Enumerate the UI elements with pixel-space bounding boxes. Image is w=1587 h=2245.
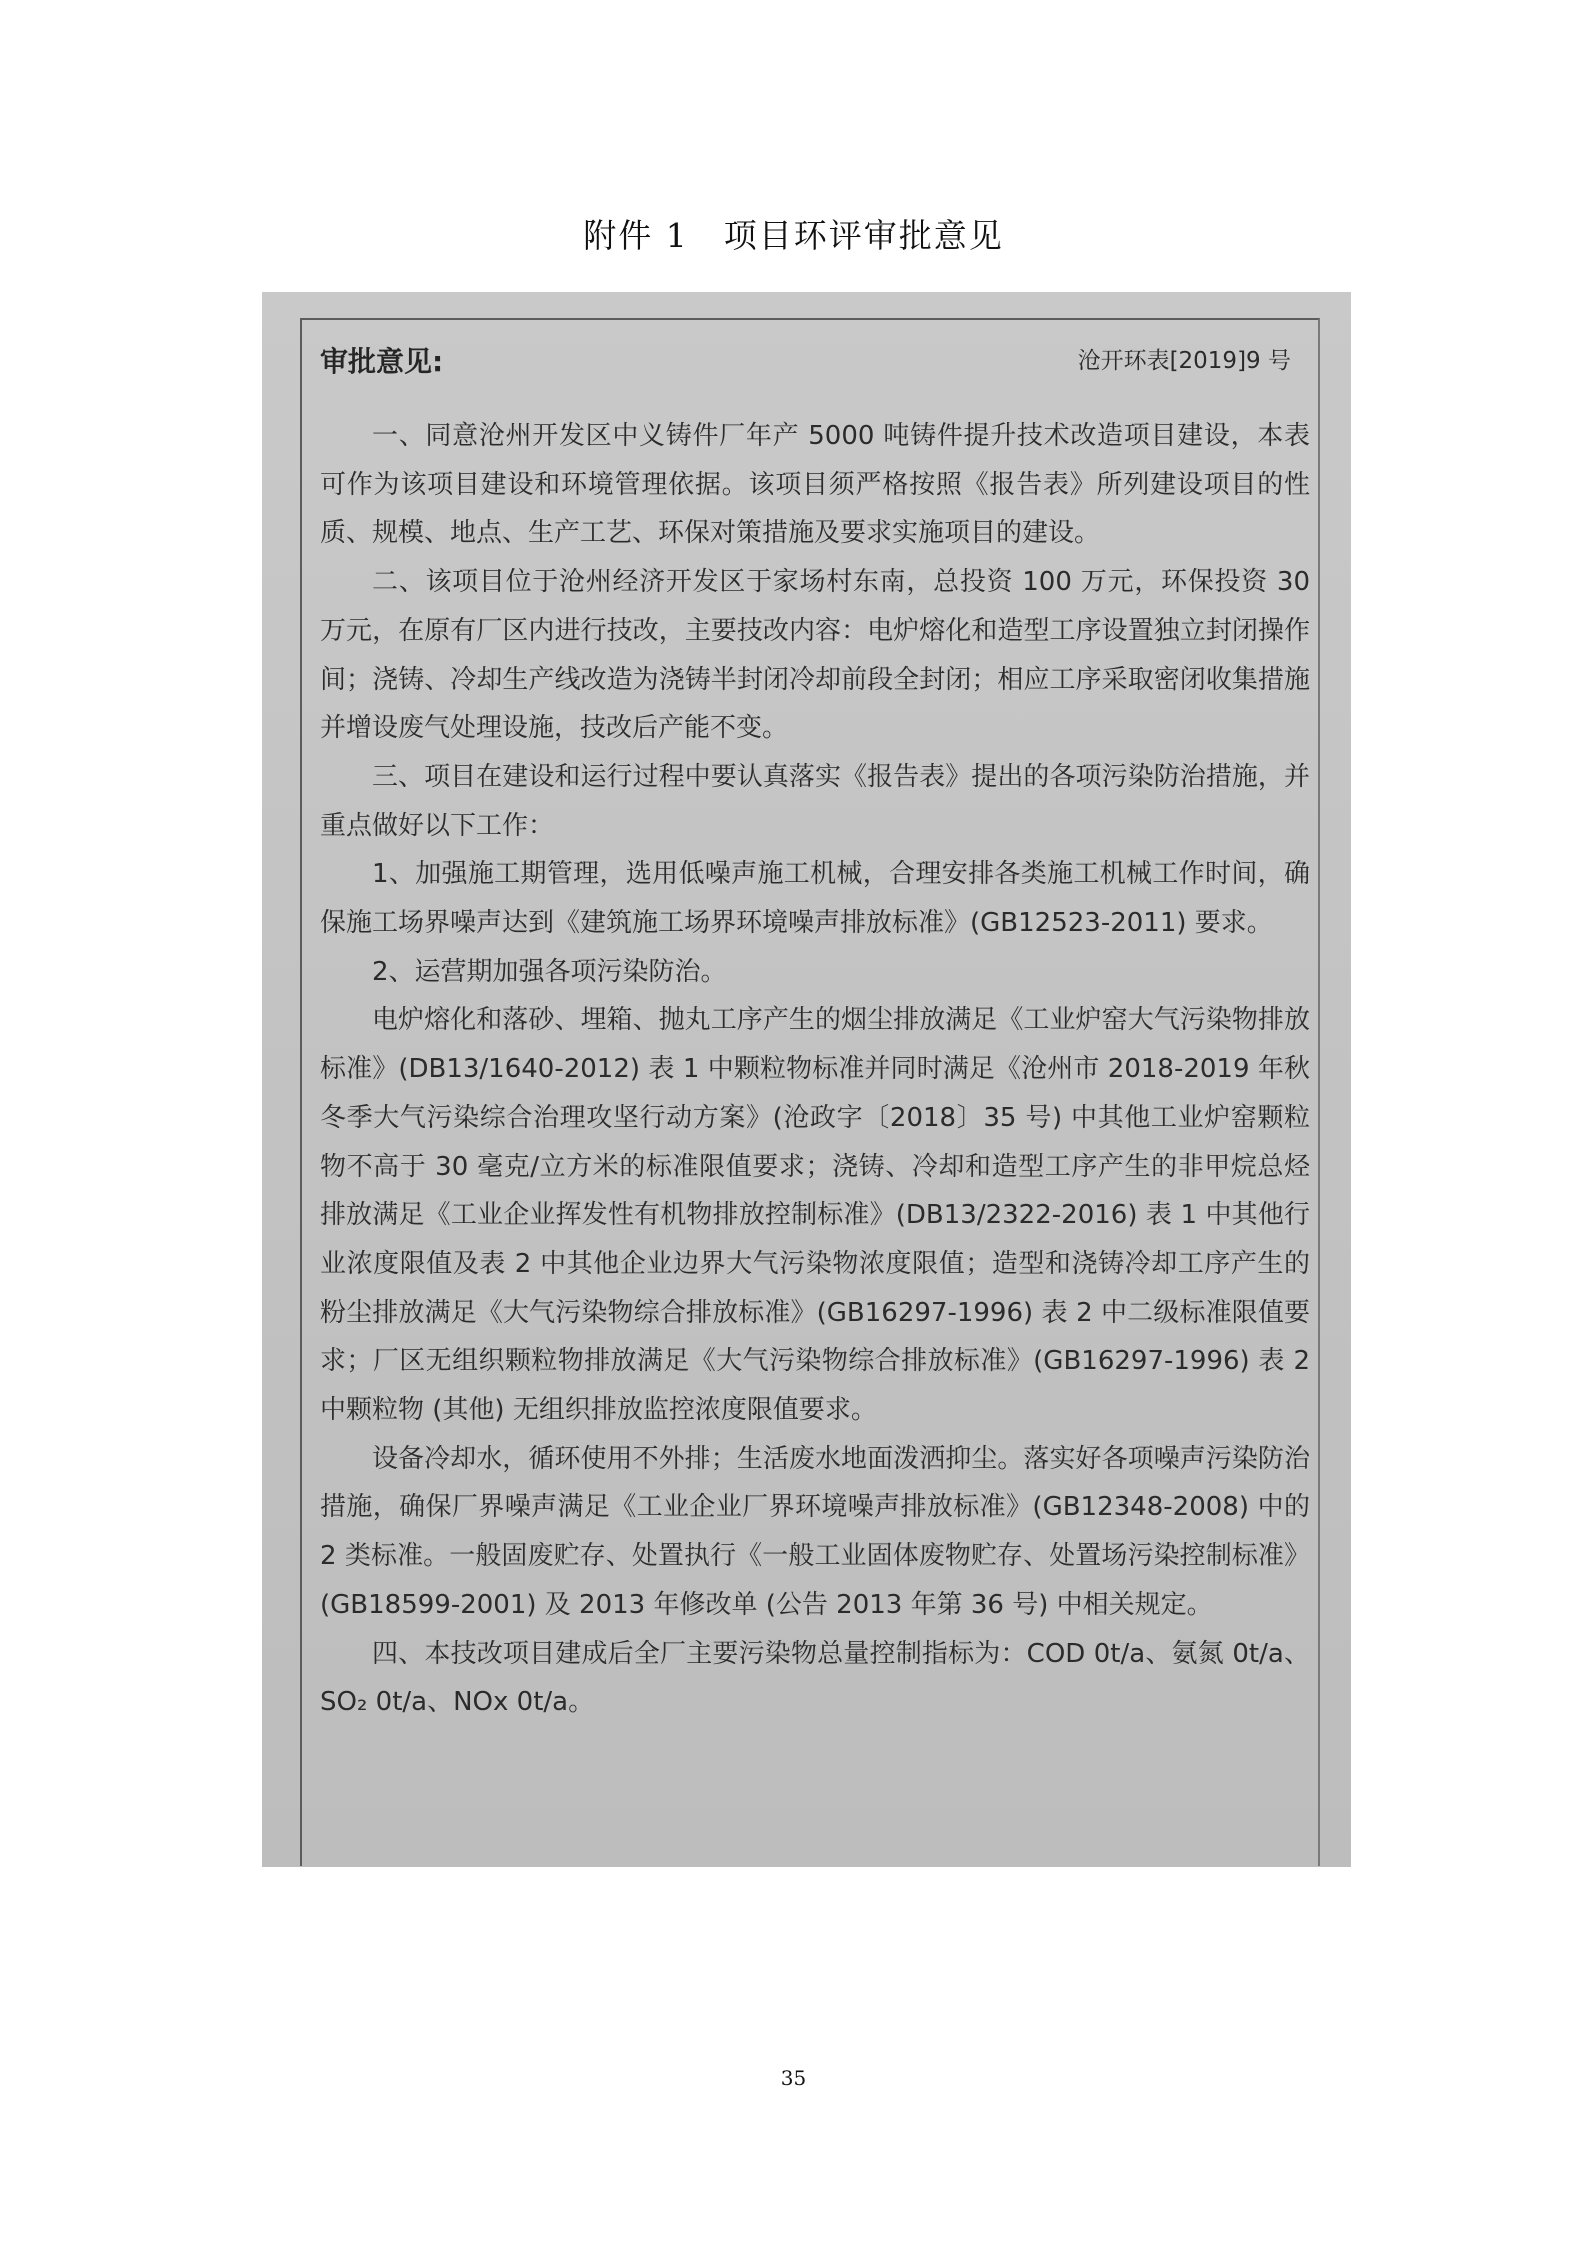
- scanned-approval-photo: [262, 292, 1351, 1867]
- paragraph-4: 1、加强施工期管理，选用低噪声施工机械，合理安排各类施工机械工作时间，确保施工场界噪声达到《建筑施工场界环境噪声排放标准》(GB12523-2011) 要求。: [320, 859, 1310, 939]
- page-number: 35: [780, 2066, 807, 2090]
- paragraph-5: 2、运营期加强各项污染防治。: [372, 956, 727, 987]
- page-title: 附件 1 项目环评审批意见: [583, 216, 1004, 255]
- document-number: 沧开环表[2019]9 号: [1077, 348, 1291, 374]
- approval-body-text: [320, 412, 1310, 1727]
- paragraph-6: 电炉熔化和落砂、埋箱、抛丸工序产生的烟尘排放满足《工业炉窑大气污染物排放标准》(DB13/1640-2012) 表 1 中颗粒物标准并同时满足《沧州市 2018-2019 年秋冬季大气污染综合治理攻坚行动方案》(沧政字〔2018〕35 号) 中其他工业炉窑颗粒物不高于 30 毫克/立方米的标准限值要求；浇铸、冷却和造型工序产生的非甲烷总烃排放满足《工业企业挥发性有机物排放控制标准》(DB13/2322-2016) 表 1 中其他行业浓度限值及表 2 中其他企业边界大气污染物浓度限值；造型和浇铸冷却工序产生的粉尘排放满足《大气污染物综合排放标准》(GB16297-1996) 表 2 中二级标准限值要求；厂区无组织颗粒物排放满足《大气污染物综合排放标准》(GB16297-1996) 表 2 中颗粒物 (其他) 无组织排放监控浓度限值要求。: [320, 1005, 1310, 1426]
- paragraph-3: 三、项目在建设和运行过程中要认真落实《报告表》提出的各项污染防治措施，并重点做好以下工作：: [320, 761, 1310, 841]
- approval-opinion-label: 审批意见:: [320, 345, 444, 378]
- paragraph-2: 二、该项目位于沧州经济开发区于家场村东南，总投资 100 万元，环保投资 30 万元，在原有厂区内进行技改，主要技改内容：电炉熔化和造型工序设置独立封闭操作间；浇铸、冷却生产线改造为浇铸半封闭冷却前段全封闭；相应工序采取密闭收集措施并增设废气处理设施，技改后产能不变。: [320, 567, 1310, 744]
- paragraph-8: 四、本技改项目建成后全厂主要污染物总量控制指标为：COD 0t/a、氨氮 0t/a、SO₂ 0t/a、NOx 0t/a。: [320, 1638, 1310, 1718]
- paragraph-1: 一、同意沧州开发区中义铸件厂年产 5000 吨铸件提升技术改造项目建设，本表可作为该项目建设和环境管理依据。该项目须严格按照《报告表》所列建设项目的性质、规模、地点、生产工艺、环保对策措施及要求实施项目的建设。: [320, 421, 1310, 549]
- paragraph-7: 设备冷却水，循环使用不外排；生活废水地面泼洒抑尘。落实好各项噪声污染防治措施，确保厂界噪声满足《工业企业厂界环境噪声排放标准》(GB12348-2008) 中的 2 类标准。一般固废贮存、处置执行《一般工业固体废物贮存、处置场污染控制标准》(GB18599-2001) 及 2013 年修改单 (公告 2013 年第 36 号) 中相关规定。: [320, 1443, 1310, 1620]
